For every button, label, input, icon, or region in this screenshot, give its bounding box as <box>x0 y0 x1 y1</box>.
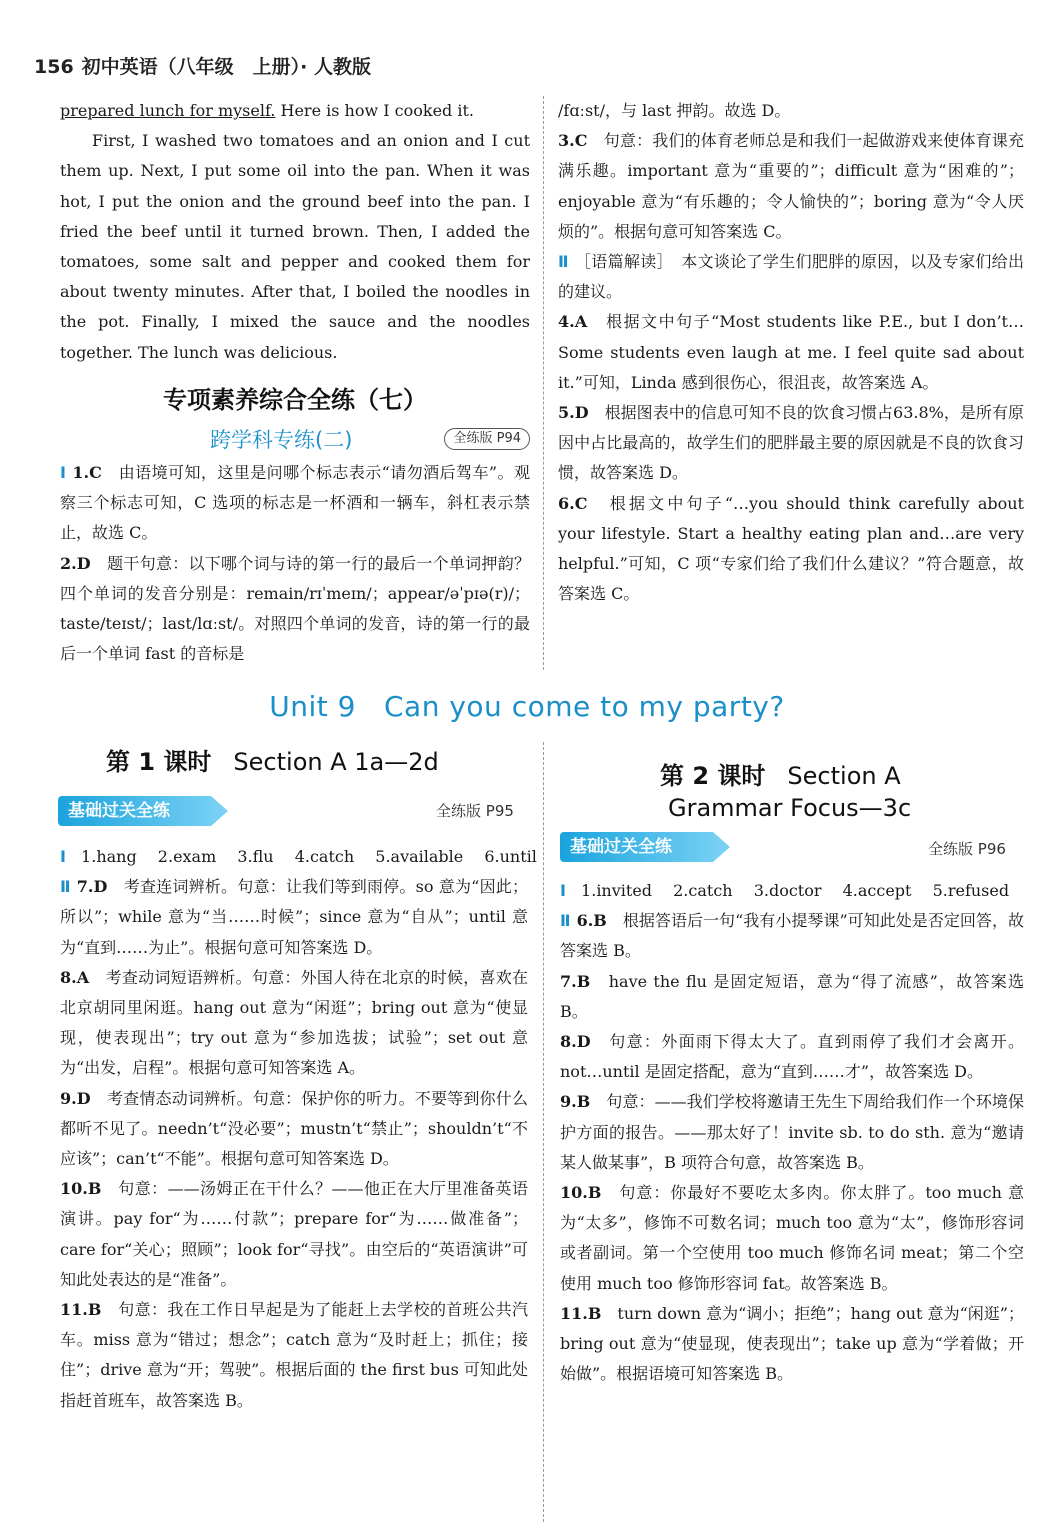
lesson1-title <box>106 742 439 777</box>
answer-word: 1.invited <box>581 881 653 900</box>
passage-first-line: prepared lunch for myself. Here is how I cooked it. <box>60 101 475 120</box>
lesson1-ref: 全练版 P95 <box>436 802 514 820</box>
special-answers-left <box>60 458 530 669</box>
answer-word: 5.refused <box>932 881 1010 900</box>
answer-item: 9.D 考查情态动词辨析。句意：保护你的听力。不要等到你什么都听不见了。needn’t“没必要”；mustn’t“禁止”；shouldn’t“不应该”；can’t“不能”。根据句意可知答案选 D。 <box>60 1088 528 1169</box>
answer-item: 11.B turn down 意为“调小；拒绝”；hang out 意为“闲逛”；bring out 意为“使显现，使表现出”；take up 意为“学着做；开始做”。根据语境可知答案选 B。 <box>560 1303 1024 1384</box>
answer-item: 11.B 句意：我在工作日早起是为了能赶上去学校的首班公共汽车。miss 意为“错过；想念”；catch 意为“及时赶上；抓住；接住”；drive 意为“开；驾驶”。根据后面的 the first bus 可知此处指赶首班车，故答案选 B。 <box>60 1300 528 1410</box>
answer-item: Ⅱ 7.D 考查连词辨析。句意：让我们等到雨停。so 意为“因此；所以”；while 意为“当……时候”；since 意为“自从”；until 意为“直到……为止”。根据句意可知答案选 D。 <box>60 877 528 957</box>
column-divider <box>543 742 544 1522</box>
unit-title <box>0 690 1054 723</box>
lesson1-section: Section A 1a—2d <box>233 748 439 776</box>
lesson2-ref: 全练版 P96 <box>928 840 1006 858</box>
lesson1-row1: Ⅰ 1.hang 2.exam 3.flu 4.catch 5.available 6.until <box>60 847 537 866</box>
answer-item: 6.C 根据文中句子“…you should think carefully about your lifestyle. Start a healthy eating plan and…are very helpful.”可知，C 项“专家们给了我们什么建议？”符合题意，故答案选 C。 <box>558 493 1024 604</box>
answer-item: Ⅰ 1.C 由语境可知，这里是问哪个标志表示“请勿酒后驾车”。观察三个标志可知，C 选项的标志是一杯酒和一辆车，斜杠表示禁止，故选 C。 <box>60 463 530 543</box>
column-divider <box>543 96 544 670</box>
answer-word: 4.catch <box>294 847 355 866</box>
special-section-title: 专项素养综合全练（七） <box>163 386 427 414</box>
lesson2-section: Section A <box>787 762 901 790</box>
lesson2-number: 第 2 课时 <box>660 762 766 790</box>
answer-word: 2.exam <box>157 847 217 866</box>
answer-item: 4.A 根据文中句子“Most students like P.E., but I don’t…Some students even laugh at me. I feel quite sad about it.”可知，Linda 感到很伤心，很沮丧，故答案选 A。 <box>558 312 1024 392</box>
lesson2-row1: Ⅰ 1.invited 2.catch 3.doctor 4.accept 5.refused <box>560 881 1010 900</box>
unit-label: Unit 9 <box>269 690 356 723</box>
page-number: 156 <box>34 56 74 78</box>
lesson1-answers <box>60 842 537 1416</box>
answer-word: 2.catch <box>673 881 733 900</box>
answer-item: 8.A 考查动词短语辨析。句意：外国人待在北京的时候，喜欢在北京胡同里闲逛。hang out 意为“闲逛”；bring out 意为“使显现，使表现出”；try out 意为“参加选拔；试验”；set out 意为“出发，启程”。根据句意可知答案选 A。 <box>60 967 528 1078</box>
answer-word: 3.flu <box>237 847 274 866</box>
reading-passage <box>60 96 530 368</box>
special-section-ref: 全练版 P94 <box>444 428 530 450</box>
answer-item: 10.B 句意：你最好不要吃太多肉。你太胖了。too much 意为“太多”，修饰不可数名词；much too 意为“太”，修饰形容词或者副词。第一个空使用 too much 修饰名词 meat；第二个空使用 much too 修饰形容词 fat。故答案选 B。 <box>560 1183 1024 1293</box>
special-section-subtitle: 跨学科专练(二) <box>210 428 353 452</box>
answer-item: Ⅱ ［语篇解读］ 本文谈论了学生们肥胖的原因，以及专家们给出的建议。 <box>558 252 1024 302</box>
answer-item: Ⅱ 6.B 根据答语后一句“我有小提琴课”可知此处是否定回答，故答案选 B。 <box>560 911 1024 961</box>
lesson2-section2: Grammar Focus—3c <box>668 794 912 822</box>
answer-item: 5.D 根据图表中的信息可知不良的饮食习惯占63.8%，是所有原因中占比最高的，故学生们的肥胖最主要的原因就是不良的饮食习惯，故答案选 D。 <box>558 403 1024 483</box>
answer-item: 7.B have the flu 是固定短语，意为“得了流感”，故答案选 B。 <box>560 971 1024 1021</box>
lesson1-number: 第 1 课时 <box>106 748 212 776</box>
lesson1-banner: 基础过关全练 <box>58 796 228 826</box>
answer-word: 5.available <box>375 847 464 866</box>
lesson2-answers <box>560 876 1024 1389</box>
answer-item: 8.D 句意：外面雨下得太大了。直到雨停了我们才会离开。not…until 是固定搭配，意为“直到……才”，故答案选 D。 <box>560 1032 1024 1082</box>
special-section-subtitle-row <box>60 424 530 458</box>
book-title: 初中英语（八年级 上册）· 人教版 <box>81 56 372 78</box>
answer-item: 10.B 句意：——汤姆正在干什么？——他正在大厅里准备英语演讲。pay for“为……付款”；prepare for“为……做准备”；care for“关心；照顾”；look for“寻找”。由空后的“英语演讲”可知此处表达的是“准备”。 <box>60 1179 528 1289</box>
answer-word: 4.accept <box>842 881 912 900</box>
answer-item: 9.B 句意：——我们学校将邀请王先生下周给我们作一个环境保护方面的报告。——那太好了！invite sb. to do sth. 意为“邀请某人做某事”，B 项符合句意，故答案选 B。 <box>560 1092 1024 1172</box>
lesson2-banner: 基础过关全练 <box>560 832 730 862</box>
lesson2-title <box>660 756 901 791</box>
answer-word: 6.until <box>484 847 537 866</box>
answer-word: 3.doctor <box>753 881 822 900</box>
passage-paragraph: First, I washed two tomatoes and an onion and I cut them up. Next, I put some oil into the pan. When it was hot, I put the onion and the ground beef into the pan. I fried the beef until it turned brown. Then, I added the tomatoes, some salt and pepper and cooked them for about twenty minutes. After that, I boiled the noodles in the pot. Finally, I mixed the sauce and the noodles together. The lunch was delicious. <box>60 131 530 362</box>
answer-item: 3.C 句意：我们的体育老师总是和我们一起做游戏来使体育课充满乐趣。important 意为“重要的”；difficult 意为“困难的”；enjoyable 意为“有乐趣的；令人愉快的”；boring 意为“令人厌烦的”。根据句意可知答案选 C。 <box>558 131 1024 241</box>
answer-item: /fɑːst/，与 last 押韵。故选 D。 <box>558 101 791 120</box>
answer-item: 2.D 题干句意：以下哪个词与诗的第一行的最后一个单词押韵？四个单词的发音分别是：remain/rɪˈmeɪn/；appear/əˈpɪə(r)/；taste/teɪst/；last/lɑːst/。对照四个单词的发音，诗的第一行的最后一个单词 fast 的音标是 <box>60 553 530 664</box>
unit-name: Can you come to my party? <box>383 690 785 723</box>
page-header <box>34 52 371 79</box>
special-answers-right <box>558 96 1024 609</box>
answer-word: 1.hang <box>81 847 137 866</box>
